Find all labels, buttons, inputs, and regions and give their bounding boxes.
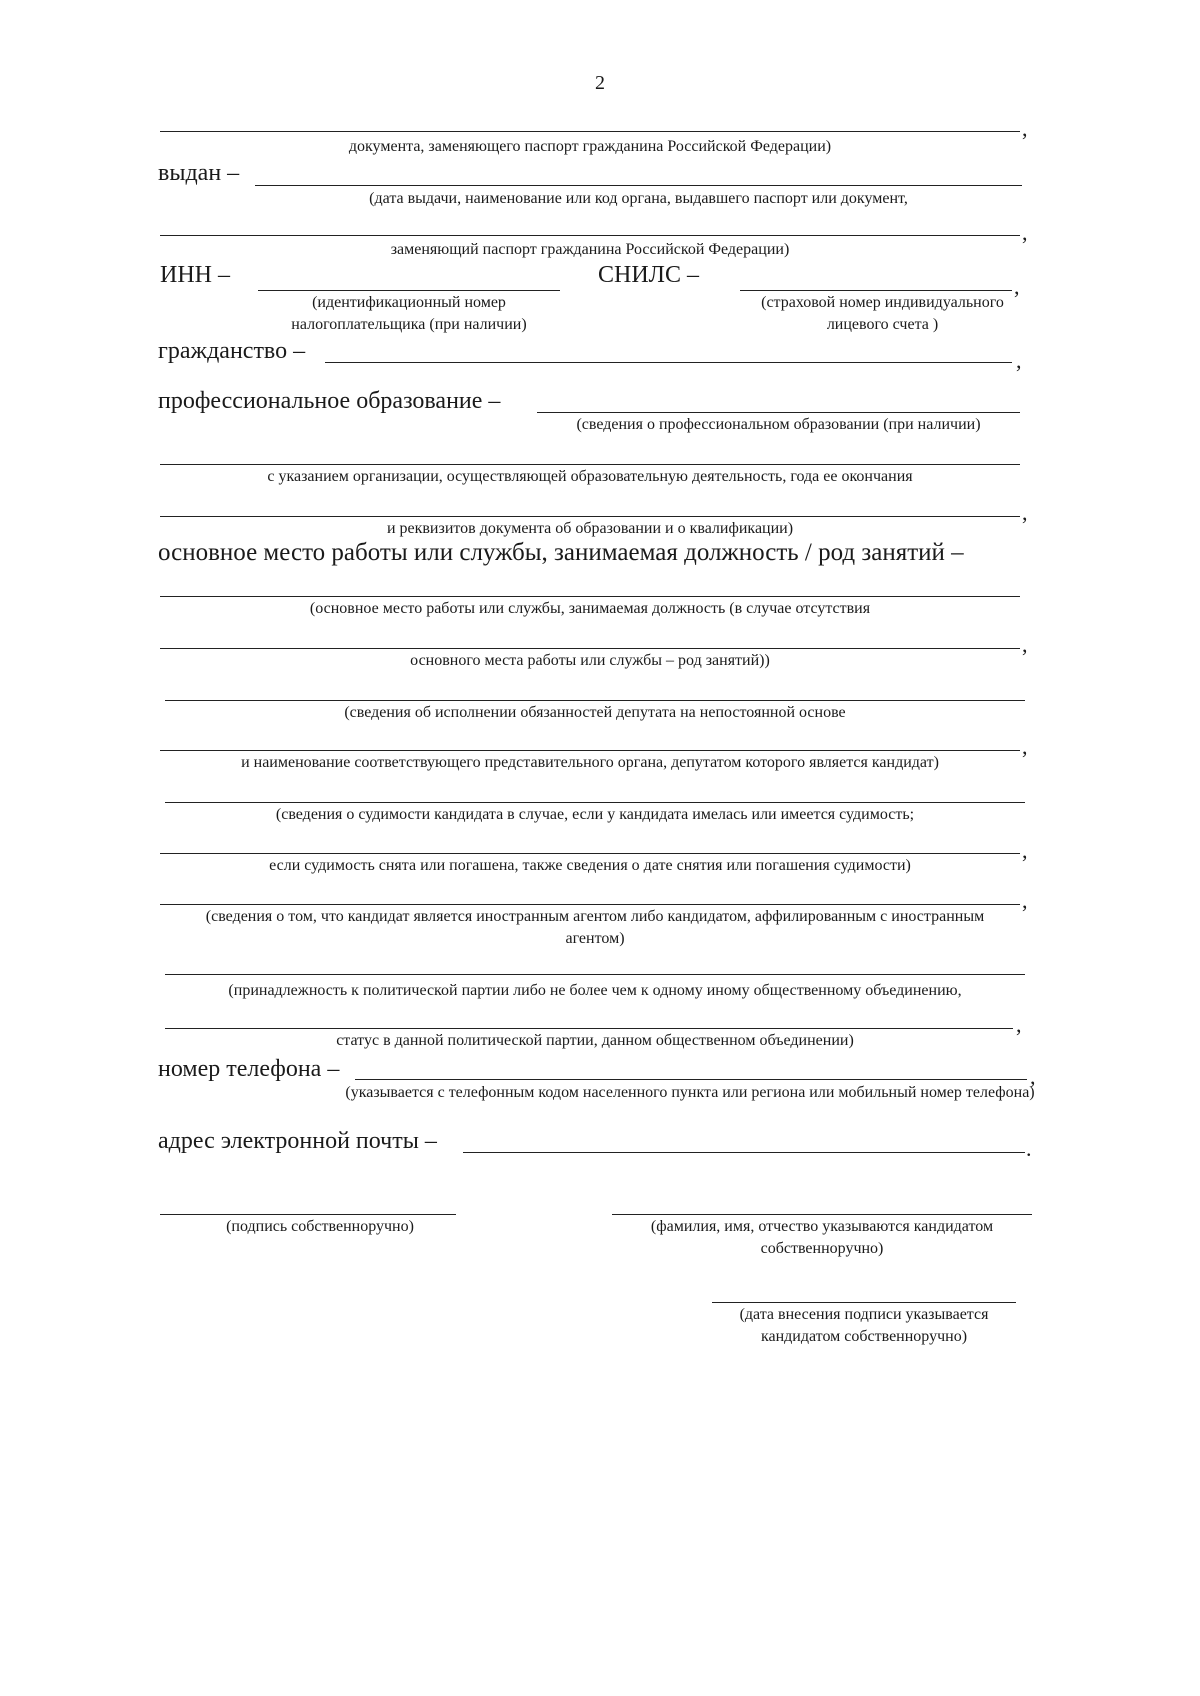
fullname-caption: (фамилия, имя, отчество указываются кандидатом собственноручно) — [650, 1218, 994, 1257]
education-field-line-2[interactable] — [160, 464, 1020, 465]
comma-mark: , — [1022, 500, 1028, 525]
party-field-line[interactable] — [165, 974, 1025, 975]
education-caption-2: с указанием организации, осуществляющей образовательную деятельность, года ее окончания — [267, 468, 913, 485]
comma-mark: , — [1016, 348, 1022, 373]
inn-label: ИНН – — [160, 262, 230, 288]
criminal-caption-1: (сведения о судимости кандидата в случае, если у кандидата имелась или имеется судимость; — [275, 806, 915, 823]
comma-mark: , — [1030, 1064, 1036, 1089]
education-field-line-3[interactable] — [160, 516, 1020, 517]
criminal-field-line-2[interactable] — [160, 853, 1020, 854]
deputy-caption-2: и наименование соответствующего представительного органа, депутатом которого является кандидат) — [241, 754, 939, 771]
party-field-line-2[interactable] — [165, 1028, 1013, 1029]
issued-label: выдан – — [158, 160, 240, 186]
signature-caption: (подпись собственноручно) — [226, 1218, 414, 1235]
issued-field-line[interactable] — [255, 185, 1022, 186]
fullname-line[interactable] — [612, 1214, 1032, 1215]
issued-field-line-2[interactable] — [160, 235, 1020, 236]
issued-caption-2: заменяющий паспорт гражданина Российской Федерации) — [390, 241, 790, 258]
comma-mark: , — [1014, 274, 1020, 299]
phone-field-line[interactable] — [355, 1079, 1027, 1080]
education-caption-3: и реквизитов документа об образовании и о квалификации) — [386, 520, 794, 537]
comma-mark: , — [1022, 632, 1028, 657]
education-field-line[interactable] — [537, 412, 1020, 413]
deputy-caption-1: (сведения об исполнении обязанностей депутата на непостоянной основе — [344, 704, 846, 721]
citizenship-field-line[interactable] — [325, 362, 1012, 363]
email-field-line[interactable] — [463, 1152, 1025, 1153]
inn-caption: (идентификационный номер налогоплательщика (при наличии) — [291, 294, 527, 333]
criminal-caption-2: если судимость снята или погашена, также сведения о дате снятия или погашения судимости) — [269, 857, 911, 874]
comma-mark: , — [1022, 116, 1028, 141]
comma-mark: , — [1016, 1012, 1022, 1037]
party-caption-1: (принадлежность к политической партии либо не более чем к одному иному общественному объединению, — [228, 982, 962, 999]
deputy-field-line[interactable] — [165, 700, 1025, 701]
phone-caption: (указывается с телефонным кодом населенного пункта или региона или мобильный номер телефона) — [345, 1084, 1035, 1101]
foreign-agent-field-line[interactable] — [160, 904, 1020, 905]
work-caption-1: (основное место работы или службы, занимаемая должность (в случае отсутствия — [309, 600, 871, 617]
citizenship-label: гражданство – — [158, 338, 306, 364]
comma-mark: , — [1022, 888, 1028, 913]
snils-field-line[interactable] — [740, 290, 1012, 291]
work-label: основное место работы или службы, занимаемая должность / род занятий – — [158, 539, 964, 566]
education-caption-1: (сведения о профессиональном образовании (при наличии) — [576, 416, 981, 433]
work-caption-2: основного места работы или службы – род занятий)) — [410, 652, 770, 669]
date-caption: (дата внесения подписи указывается кандидатом собственноручно) — [739, 1306, 989, 1345]
passport-caption: документа, заменяющего паспорт гражданина Российской Федерации) — [348, 138, 832, 155]
snils-label: СНИЛС – — [598, 262, 699, 288]
signature-line[interactable] — [160, 1214, 456, 1215]
issued-caption-1: (дата выдачи, наименование или код органа, выдавшего паспорт или документ, — [369, 190, 908, 207]
passport-field-line[interactable] — [160, 131, 1020, 132]
party-caption-2: статус в данной политической партии, данном общественном объединении) — [336, 1032, 854, 1049]
date-line[interactable] — [712, 1302, 1016, 1303]
work-field-line[interactable] — [160, 596, 1020, 597]
work-field-line-2[interactable] — [160, 648, 1020, 649]
page-number: 2 — [595, 72, 605, 94]
comma-mark: , — [1022, 734, 1028, 759]
inn-field-line[interactable] — [258, 290, 560, 291]
comma-mark: , — [1022, 838, 1028, 863]
deputy-field-line-2[interactable] — [160, 750, 1020, 751]
phone-label: номер телефона – — [158, 1056, 340, 1082]
period-mark: . — [1026, 1136, 1032, 1161]
foreign-agent-caption: (сведения о том, что кандидат является иностранным агентом либо кандидатом, аффилированным с иностранным агентом) — [205, 908, 985, 947]
criminal-field-line[interactable] — [165, 802, 1025, 803]
email-label: адрес электронной почты – — [158, 1128, 437, 1154]
comma-mark: , — [1022, 220, 1028, 245]
snils-caption: (страховой номер индивидуального лицевого счета ) — [761, 294, 1004, 333]
education-label: профессиональное образование – — [158, 388, 501, 414]
